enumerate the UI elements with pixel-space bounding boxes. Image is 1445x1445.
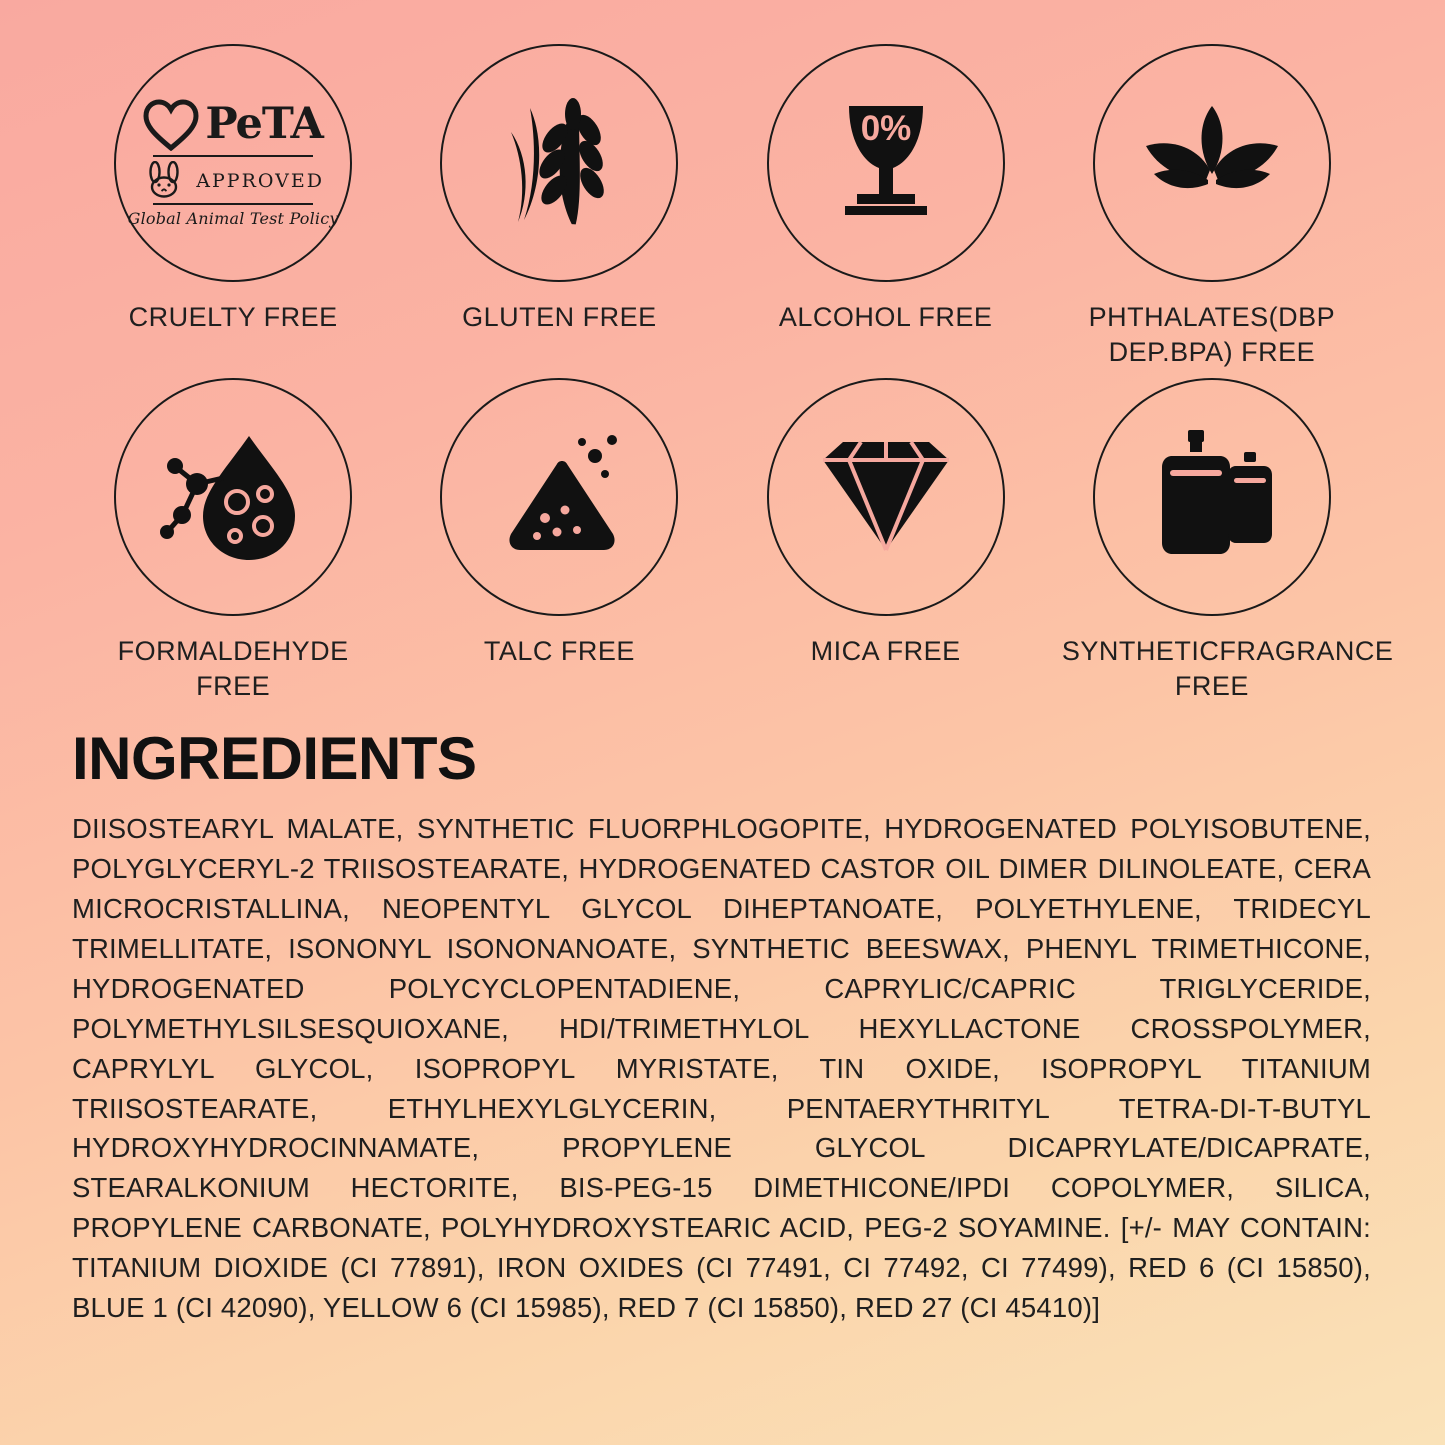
badge-label: GLUTEN FREE: [462, 302, 657, 332]
badge-circle: [1093, 378, 1331, 616]
badge-circle: [767, 378, 1005, 616]
molecule-droplet-icon: [153, 422, 313, 572]
badge-alcohol-free: [723, 44, 1049, 370]
badge-circle: [114, 44, 352, 282]
badge-label: MICA FREE: [810, 636, 961, 667]
badge-circle: [114, 378, 352, 616]
wheat-stalk-icon: [484, 88, 634, 238]
heart-icon: [143, 99, 199, 151]
divider: [153, 203, 313, 205]
peta-wordmark: PeTA: [205, 99, 323, 149]
bunny-face-icon: [142, 161, 186, 199]
claims-badge-grid: [70, 44, 1394, 704]
badge-label: PHTHALATES(DBP DEP.BPA) FREE: [1088, 302, 1336, 368]
leaves-icon: [1132, 88, 1292, 238]
badge-synthetic-fragrance-free: [1049, 378, 1394, 704]
badge-talc-free: [396, 378, 722, 704]
badge-label: SYNTHETICFRAGRANCE FREE: [1061, 636, 1394, 702]
badge-formaldehyde-free: [70, 378, 396, 704]
zero-percent-text: 0%: [860, 109, 911, 148]
badge-phthalates-free: [1049, 44, 1375, 370]
ingredients-heading: INGREDIENTS: [72, 725, 477, 793]
badge-label: TALC FREE: [483, 636, 635, 667]
badge-circle: [1093, 44, 1331, 282]
badge-mica-free: [723, 378, 1049, 704]
fragrance-bottles-icon: [1132, 422, 1292, 572]
badge-label: FORMALDEHYDE FREE: [117, 636, 349, 702]
badge-circle: [440, 44, 678, 282]
peta-approved-bunny-icon: [126, 76, 341, 251]
badge-label: CRUELTY FREE: [128, 302, 338, 332]
badge-label: ALCOHOL FREE: [778, 302, 993, 332]
powder-pile-icon: [479, 422, 639, 572]
diamond-icon: [801, 422, 971, 572]
badge-gluten-free: [396, 44, 722, 370]
badge-circle: [440, 378, 678, 616]
divider: [153, 155, 313, 157]
peta-policy-text: Global Animal Test Policy: [127, 208, 339, 228]
peta-approved-text: APPROVED: [196, 169, 324, 192]
ingredients-text: DIISOSTEARYL MALATE, SYNTHETIC FLUORPHLOGOPITE, HYDROGENATED POLYISOBUTENE, POLYGLYCERYL-2 TRIISOSTEARATE, HYDROGENATED CASTOR OIL DIMER DILINOLEATE, CERA MICROCRISTALLINA, NEOPENTYL GLYCOL DIHEPTANOATE, POLYETHYLENE, TRIDECYL TRIMELLITATE, ISONONYL ISONONANOATE, SYNTHETIC BEESWAX, PHENYL TRIMETHICONE, HYDROGENATED POLYCYCLOPENTADIENE, CAPRYLIC/CAPRIC TRIGLYCERIDE, POLYMETHYLSILSESQUIOXANE, HDI/TRIMETHYLOL HEXYLLACTONE CROSSPOLYMER, CAPRYLYL GLYCOL, ISOPROPYL MYRISTATE, TIN OXIDE, ISOPROPYL TITANIUM TRIISOSTEARATE, ETHYLHEXYLGLYCERIN, PENTAERYTHRITYL TETRA-DI-T-BUTYL HYDROXYHYDROCINNAMATE, PROPYLENE GLYCOL DICAPRYLATE/DICAPRATE, STEARALKONIUM HECTORITE, BIS-PEG-15 DIMETHICONE/IPDI COPOLYMER, SILICA, PROPYLENE CARBONATE, POLYHYDROXYSTEARIC ACID, PEG-2 SOYAMINE. [+/- MAY CONTAIN: TITANIUM DIOXIDE (CI 77891), IRON OXIDES (CI 77491, CI 77492, CI 77499), RED 6 (CI 15850), BLUE 1 (CI 42090), YELLOW 6 (CI 15985), RED 7 (CI 15850), RED 27 (CI 45410)]: [72, 813, 1371, 1323]
badge-cruelty-free: [70, 44, 396, 370]
badge-circle: [767, 44, 1005, 282]
wine-glass-zero-percent-icon: [811, 88, 961, 238]
